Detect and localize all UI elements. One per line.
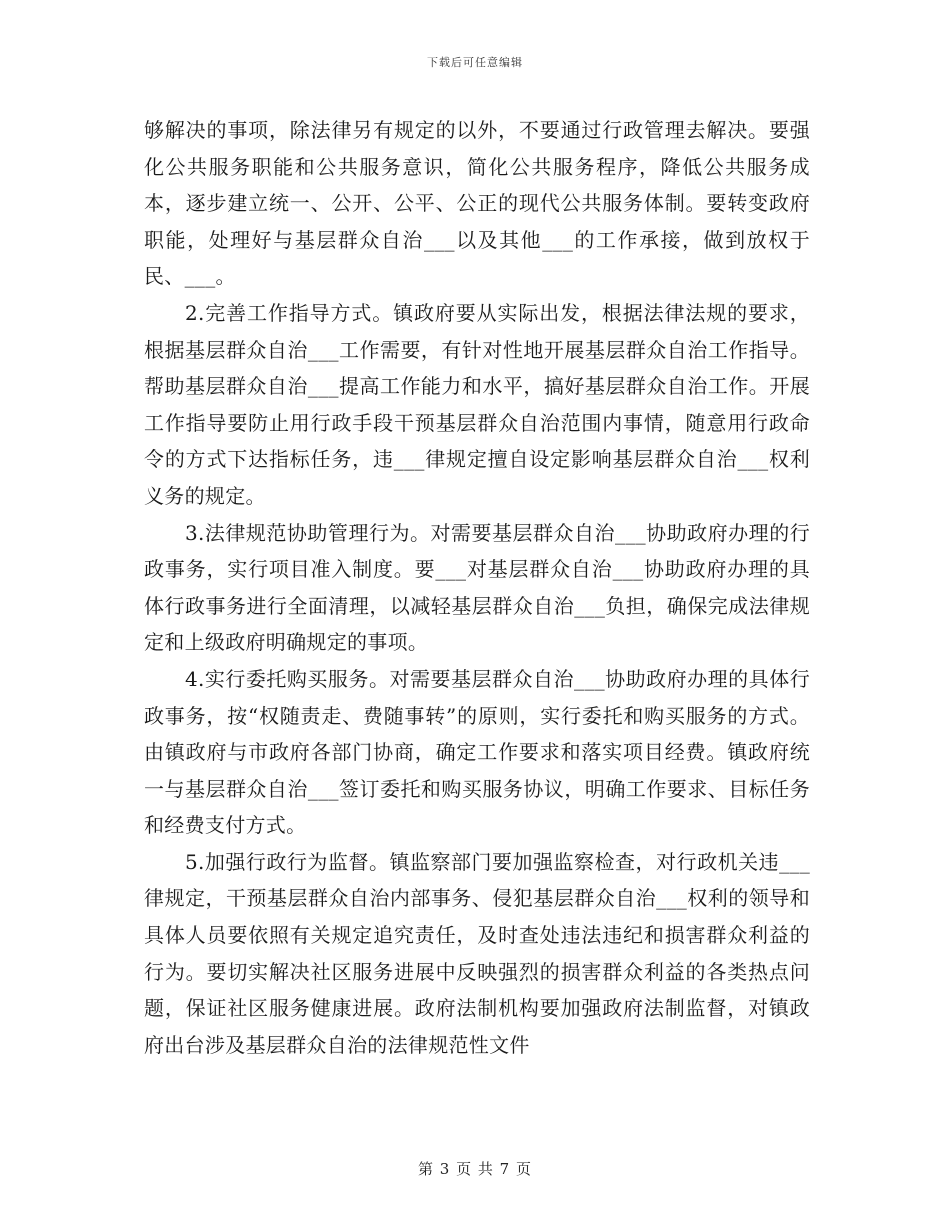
- document-body: [144, 112, 810, 1063]
- page-header: 下载后可任意编辑: [427, 56, 523, 69]
- paragraph-5: 5.加强行政行为监督。镇监察部门要加强监察检查，对行政机关违___律规定，干预基层群众自治内部事务、侵犯基层群众自治___权利的领导和具体人员要依照有关规定追究责任，及时查处违法违纪和损害群众利益的行为。要切实解决社区服务进展中反映强烈的损害群众利益的各类热点问题，保证社区服务健康进展。政府法制机构要加强政府法制监督，对镇政府出台涉及基层群众自治的法律规范性文件: [144, 849, 810, 1057]
- paragraph-3: 3.法律规范协助管理行为。对需要基层群众自治___协助政府办理的行政事务，实行项目准入制度。要___对基层群众自治___协助政府办理的具体行政事务进行全面清理，以减轻基层群众自治___负担，确保完成法律规定和上级政府明确规定的事项。: [144, 520, 810, 655]
- paragraph-2: 2.完善工作指导方式。镇政府要从实际出发，根据法律法规的要求，根据基层群众自治___工作需要，有针对性地开展基层群众自治工作指导。帮助基层群众自治___提高工作能力和水平，搞好基层群众自治工作。开展工作指导要防止用行政手段干预基层群众自治范围内事情，随意用行政命令的方式下达指标任务，违___律规定擅自设定影响基层群众自治___权利义务的规定。: [144, 300, 810, 508]
- paragraph-4: 4.实行委托购买服务。对需要基层群众自治___协助政府办理的具体行政事务，按“权随责走、费随事转”的原则，实行委托和购买服务的方式。由镇政府与市政府各部门协商，确定工作要求和落实项目经费。镇政府统一与基层群众自治___签订委托和购买服务协议，明确工作要求、目标任务和经费支付方式。: [144, 666, 810, 838]
- paragraph-1: 够解决的事项，除法律另有规定的以外，不要通过行政管理去解决。要强化公共服务职能和公共服务意识，简化公共服务程序，降低公共服务成本，逐步建立统一、公开、公平、公正的现代公共服务体制。要转变政府职能，处理好与基层群众自治___以及其他___的工作承接，做到放权于民、___。: [144, 118, 810, 289]
- page-number: 第 3 页 共 7 页: [418, 1160, 532, 1178]
